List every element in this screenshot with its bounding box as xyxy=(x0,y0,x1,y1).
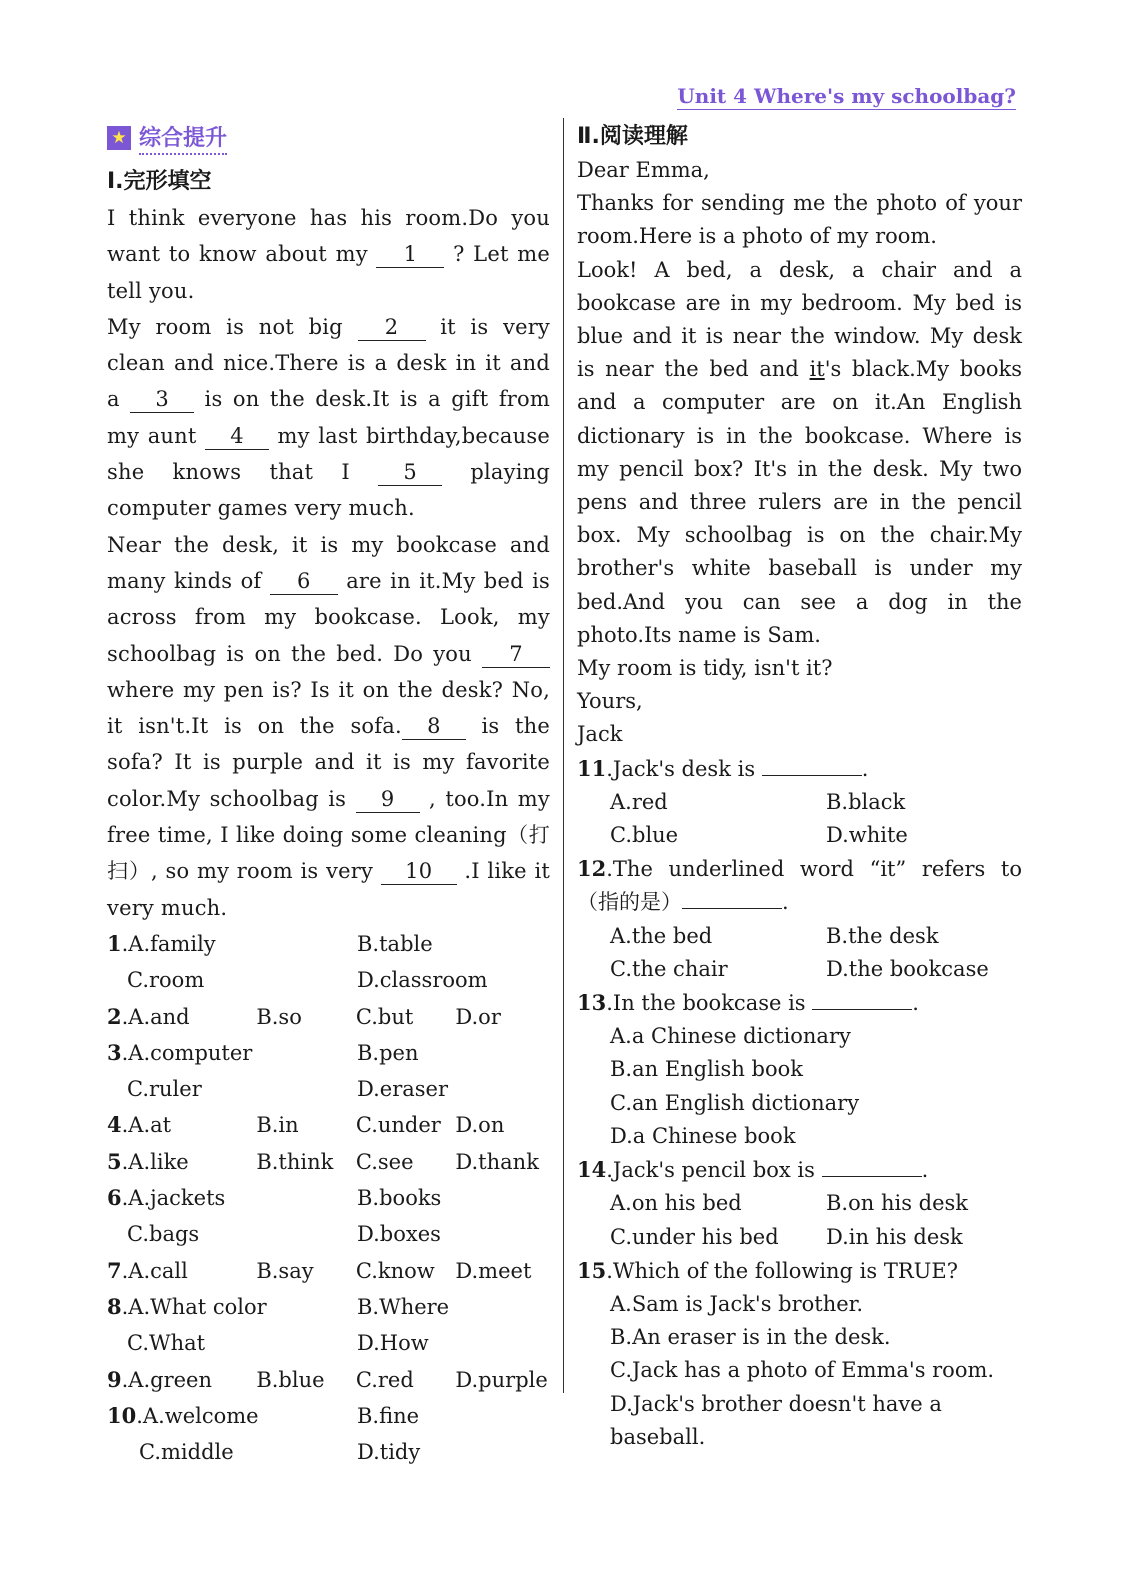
question-option: A.Sam is Jack's brother. xyxy=(610,1291,864,1316)
passage-paragraph: Near the desk, it is my bookcase and many kinds of 6 are in it.My bed is across from my bookcase. Look, my schoolbag is on the bed. Do you 7 where my pen is? Is it on the desk? No, it isn't.It is on the sofa. 8 is the sofa? It is purple and it is my favorite color.My schoolbag is 9 , too.In my free time, I like doing some cleaning（打扫）, so my room is very 10 .I like it very much. xyxy=(107,532,551,920)
question-options: C.the chair D.the bookcase xyxy=(610,956,989,981)
option-row: 6.A.jackets B.books xyxy=(107,1185,442,1211)
section-banner xyxy=(107,120,550,156)
star-icon: ★ xyxy=(107,126,131,150)
blank-9: 9 xyxy=(356,786,420,813)
letter-paragraph: Thanks for sending me the photo of your room.Here is a photo of my room. xyxy=(577,191,1022,249)
blank-5: 5 xyxy=(378,459,442,486)
question-option: B.An eraser is in the desk. xyxy=(610,1325,891,1350)
blank-3: 3 xyxy=(130,386,194,413)
blank-6: 6 xyxy=(270,568,338,595)
option-row: 5.A.like B.think C.see D.thank xyxy=(107,1148,539,1174)
answer-blank xyxy=(812,989,912,1010)
cloze-options xyxy=(107,926,550,1470)
option-row: C.bags D.boxes xyxy=(127,1222,441,1247)
unit-header: Unit 4 Where's my schoolbag? xyxy=(677,84,1016,108)
option-row: 9.A.green B.blue C.red D.purple xyxy=(107,1366,548,1392)
cloze-title: Ⅰ.完形填空 xyxy=(107,169,212,194)
letter-closing: Yours, xyxy=(577,689,643,714)
letter xyxy=(577,154,1022,752)
passage-paragraph: My room is not big 2 it is very clean and nice.There is a desk in it and a 3 is on the desk.It is a gift from my aunt 4 my last birthday,because she knows that I 5 playing computer games very much. xyxy=(107,314,550,521)
question-options: A.red B.black xyxy=(610,789,906,814)
option-row: C.ruler D.eraser xyxy=(127,1077,448,1102)
question: 12.The underlined word “it” refers to （指的是） . xyxy=(577,856,1022,915)
letter-paragraph: Look! A bed, a desk, a chair and a bookcase are in my bedroom. My bed is blue and it is near the window. My desk is near the bed and it's black.My books and a computer are on it.An English dictionary is in the bookcase. Where is my pencil box? It's in the desk. My two pens and three rulers are in the pencil box. My schoolbag is on the chair.My brother's white baseball is under my bed.And you can see a dog in the photo.Its name is Sam. xyxy=(577,257,1023,647)
question-options: C.blue D.white xyxy=(610,823,908,848)
question-options: A.the bed B.the desk xyxy=(610,923,939,948)
question-options: C.under his bed D.in his desk xyxy=(610,1224,963,1249)
question-options: A.on his bed B.on his desk xyxy=(610,1191,969,1216)
answer-blank xyxy=(762,755,862,776)
blank-8: 8 xyxy=(402,713,466,740)
cloze-passage xyxy=(107,200,550,926)
underlined-word: it xyxy=(809,357,825,382)
option-row: C.room D.classroom xyxy=(127,968,488,993)
banner-label: 综合提升 xyxy=(139,121,227,155)
blank-2: 2 xyxy=(358,314,426,341)
blank-4: 4 xyxy=(205,423,269,450)
blank-1: 1 xyxy=(376,241,444,268)
option-row: C.middle D.tidy xyxy=(139,1440,421,1465)
reading-column xyxy=(577,120,1022,1454)
question-option: B.an English book xyxy=(610,1057,803,1082)
reading-title: Ⅱ.阅读理解 xyxy=(577,124,688,149)
letter-paragraph: My room is tidy, isn't it? xyxy=(577,656,833,681)
cloze-column xyxy=(107,120,550,1470)
option-row: C.What D.How xyxy=(127,1331,429,1356)
question-option: A.a Chinese dictionary xyxy=(610,1024,851,1049)
option-row: 7.A.call B.say C.know D.meet xyxy=(107,1257,532,1283)
option-row: 1.A.family B.table xyxy=(107,930,433,956)
answer-blank xyxy=(822,1156,922,1177)
question: 14.Jack's pencil box is . xyxy=(577,1157,929,1183)
question: 13.In the bookcase is . xyxy=(577,990,919,1016)
letter-signature: Jack xyxy=(577,722,623,747)
option-row: 3.A.computer B.pen xyxy=(107,1039,419,1065)
blank-7: 7 xyxy=(482,641,550,668)
option-row: 2.A.and B.so C.but D.or xyxy=(107,1003,501,1029)
passage-paragraph: I think everyone has his room.Do you want to know about my 1 ? Let me tell you. xyxy=(107,206,550,303)
answer-blank xyxy=(682,888,782,909)
question: 11.Jack's desk is . xyxy=(577,755,869,781)
question-option: C.Jack has a photo of Emma's room. xyxy=(610,1358,995,1383)
blank-10: 10 xyxy=(381,858,457,885)
column-divider xyxy=(563,118,564,1393)
option-row: 10.A.welcome B.fine xyxy=(107,1402,420,1428)
letter-greeting: Dear Emma, xyxy=(577,158,710,182)
option-row: 4.A.at B.in C.under D.on xyxy=(107,1112,505,1138)
question: 15.Which of the following is TRUE? xyxy=(577,1257,958,1283)
question-option: D.Jack's brother doesn't have a baseball. xyxy=(610,1391,942,1449)
option-row: 8.A.What color B.Where xyxy=(107,1293,450,1319)
question-option: C.an English dictionary xyxy=(610,1090,860,1115)
question-option: D.a Chinese book xyxy=(610,1123,796,1148)
